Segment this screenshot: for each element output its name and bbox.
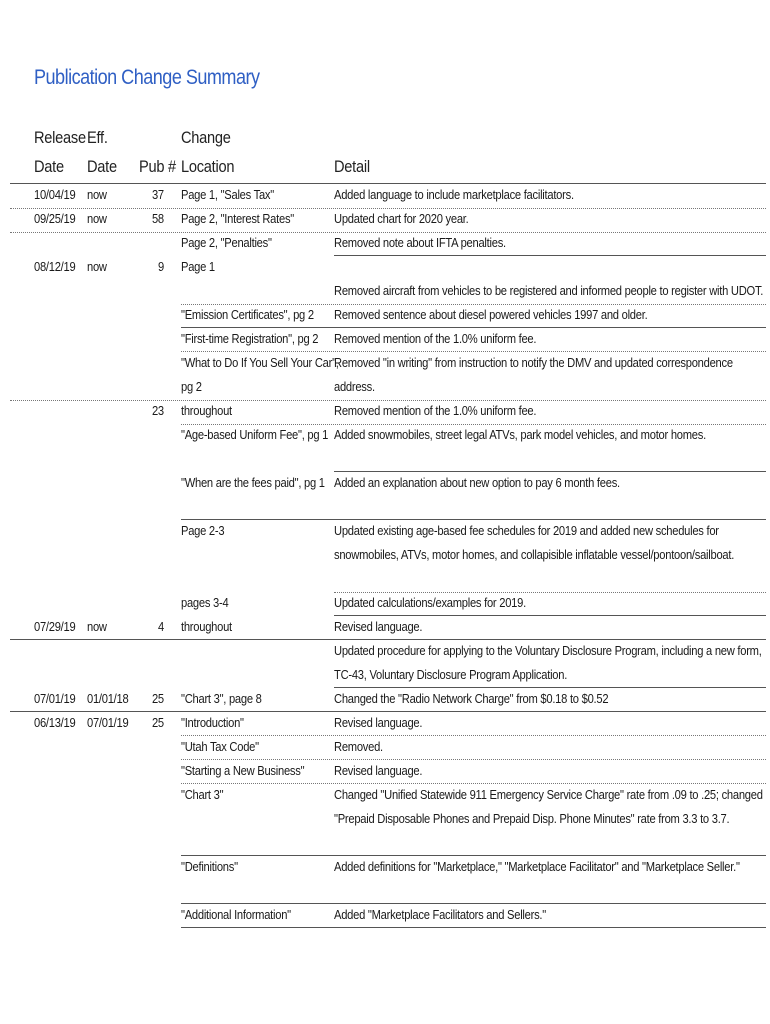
change-detail: Added language to include marketplace facilitators. [334,187,574,202]
release-date: 06/13/19 [34,715,76,730]
release-date: 07/01/19 [34,691,76,706]
header-change-line2: Location [181,157,235,176]
header-pub: Pub # [139,157,176,176]
change-detail: Updated existing age-based fee schedules for 2019 and added new schedules for [334,523,719,538]
change-location: "Utah Tax Code" [181,739,259,754]
change-location: "Definitions" [181,859,238,874]
change-location: "Introduction" [181,715,244,730]
change-location: "First-time Registration", pg 2 [181,331,319,346]
row-divider [334,255,766,256]
change-detail: Revised language. [334,715,423,730]
effective-date: now [87,187,107,202]
change-detail: Added snowmobiles, street legal ATVs, park model vehicles, and motor homes. [334,427,706,442]
change-detail: "Prepaid Disposable Phones and Prepaid Disp. Phone Minutes" rate from 3.3 to 3.7. [334,811,730,826]
change-detail: Revised language. [334,763,423,778]
change-detail: Removed mention of the 1.0% uniform fee. [334,403,537,418]
change-detail: Updated chart for 2020 year. [334,211,469,226]
effective-date: 07/01/19 [87,715,129,730]
change-detail: address. [334,379,375,394]
pub-number: 25 [152,691,164,706]
row-divider-dotted [181,735,766,736]
change-location: "Starting a New Business" [181,763,305,778]
change-detail: Removed. [334,739,383,754]
change-location: Page 1 [181,259,215,274]
pub-number: 58 [152,211,164,226]
change-location: Page 2, "Interest Rates" [181,211,294,226]
change-location: "Chart 3" [181,787,224,802]
effective-date: now [87,619,107,634]
change-detail: Removed aircraft from vehicles to be registered and informed people to register with UDOT. [334,283,764,298]
change-location: Page 1, "Sales Tax" [181,187,274,202]
change-detail: Removed sentence about diesel powered vehicles 1997 and older. [334,307,648,322]
effective-date: now [87,211,107,226]
change-location: Page 2-3 [181,523,225,538]
pub-number: 4 [158,619,164,634]
pub-number: 37 [152,187,164,202]
row-divider [181,927,766,928]
change-location: throughout [181,403,232,418]
release-date: 09/25/19 [34,211,76,226]
effective-date: 01/01/18 [87,691,129,706]
change-detail: Added "Marketplace Facilitators and Sellers." [334,907,546,922]
release-date: 10/04/19 [34,187,76,202]
change-location: pages 3-4 [181,595,229,610]
change-detail: Changed the "Radio Network Charge" from $0.18 to $0.52 [334,691,609,706]
change-location: throughout [181,619,232,634]
change-detail: Changed "Unified Statewide 911 Emergency Service Charge" rate from .09 to .25; changed [334,787,763,802]
change-detail: Revised language. [334,619,423,634]
header-release-line2: Date [34,157,64,176]
release-date: 07/29/19 [34,619,76,634]
change-detail: Updated calculations/examples for 2019. [334,595,526,610]
change-location: "When are the fees paid", pg 1 [181,475,325,490]
change-detail: Removed mention of the 1.0% uniform fee. [334,331,537,346]
change-detail: snowmobiles, ATVs, motor homes, and collapisible inflatable vessel/pontoon/sailboat. [334,547,735,562]
header-release-line1: Release [34,128,86,147]
header-eff-line2: Date [87,157,117,176]
effective-date: now [87,259,107,274]
change-location: pg 2 [181,379,202,394]
pub-number: 23 [152,403,164,418]
release-date: 08/12/19 [34,259,76,274]
change-location: "Age-based Uniform Fee", pg 1 [181,427,329,442]
change-location: "What to Do If You Sell Your Car", [181,355,339,370]
change-location: Page 2, "Penalties" [181,235,272,250]
change-detail: Removed note about IFTA penalties. [334,235,506,250]
change-detail: Added definitions for "Marketplace," "Marketplace Facilitator" and "Marketplace Seller." [334,859,740,874]
change-detail: Removed "in writing" from instruction to notify the DMV and updated correspondence [334,355,733,370]
header-eff-line1: Eff. [87,128,108,147]
change-location: "Emission Certificates", pg 2 [181,307,314,322]
change-location: "Additional Information" [181,907,291,922]
pub-number: 9 [158,259,164,274]
page-title: Publication Change Summary [34,66,260,89]
pub-number: 25 [152,715,164,730]
header-detail: Detail [334,157,370,176]
header-change-line1: Change [181,128,231,147]
change-detail: Added an explanation about new option to pay 6 month fees. [334,475,620,490]
change-detail: TC-43, Voluntary Disclosure Program Application. [334,667,568,682]
change-location: "Chart 3", page 8 [181,691,262,706]
change-detail: Updated procedure for applying to the Voluntary Disclosure Program, including a new form, [334,643,762,658]
